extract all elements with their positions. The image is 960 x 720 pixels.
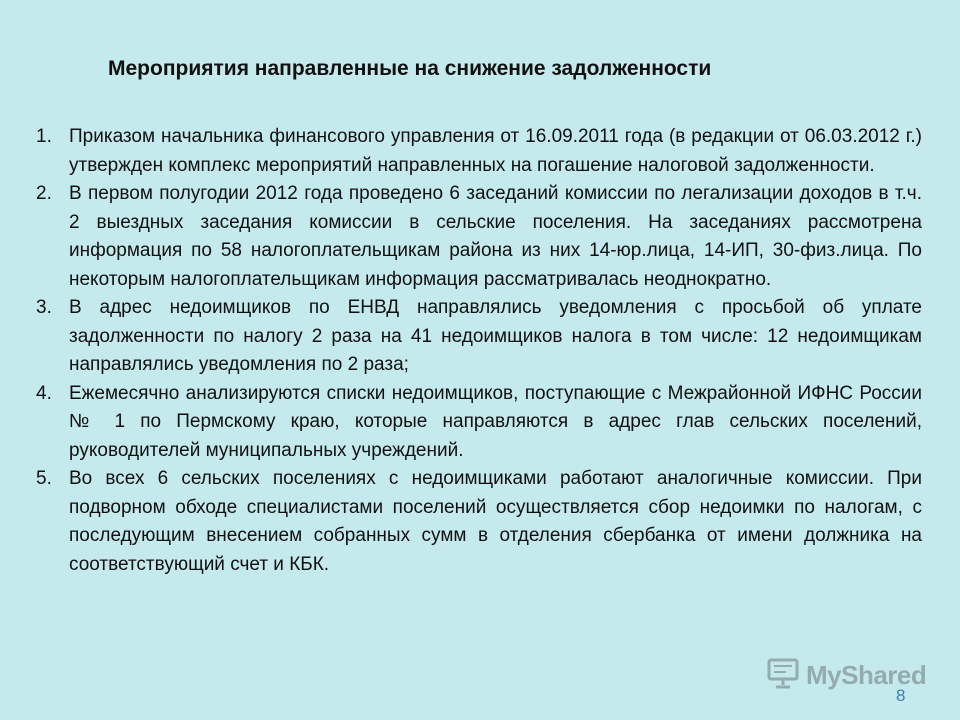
page-number: 8 <box>896 686 906 705</box>
list-item-number: 5. <box>36 468 52 489</box>
list-item-number: 3. <box>36 297 52 318</box>
list-item-text: Во всех 6 сельских поселениях с недоимщиками работают аналогичные комиссии. При подворном обходе специалистами поселений осуществляется сбор недоимки по налогам, с последующим внесением собранных сумм в отделения сбербанка от имени должника на соответствующий счет и КБК. <box>69 468 922 575</box>
list-item-number: 1. <box>36 126 52 147</box>
list-item-text: Ежемесячно анализируются списки недоимщиков, поступающие с Межрайонной ИФНС России № 1 по Пермскому краю, которые направляются в адрес глав сельских поселений, руководителей муниципальных учреждений. <box>69 382 922 461</box>
list-item-number: 2. <box>36 183 52 204</box>
measures-list <box>36 123 922 579</box>
watermark-text: MyShared <box>806 659 927 690</box>
list-item-number: 4. <box>36 382 52 404</box>
list-item <box>36 380 922 466</box>
list-item-text: В адрес недоимщиков по ЕНВД направлялись уведомления с просьбой об уплате задолженности по налогу 2 раза на 41 недоимщиков налога в том числе: 12 недоимщикам направлялись уведомления по 2 раза; <box>69 297 922 375</box>
list-item <box>36 123 922 180</box>
list-item-text: Приказом начальника финансового управления от 16.09.2011 года (в редакции от 06.03.2012 г.) утвержден комплекс мероприятий направленных на погашение налоговой задолженности. <box>69 126 922 176</box>
list-item <box>36 180 922 294</box>
list-item <box>36 294 922 380</box>
list-item-text: В первом полугодии 2012 года проведено 6 заседаний комиссии по легализации доходов в т.ч. 2 выездных заседания комиссии в сельские поселения. На заседаниях рассмотрена информация по 58 налогоплательщикам района из них 14-юр.лица, 14-ИП, 30-физ.лица. По некоторым налогоплательщикам информация рассматривалась неоднократно. <box>69 183 922 290</box>
presentation-board-icon <box>766 656 800 695</box>
list-item <box>36 465 922 579</box>
slide-title: Мероприятия направленные на снижение задолженности <box>108 57 712 80</box>
